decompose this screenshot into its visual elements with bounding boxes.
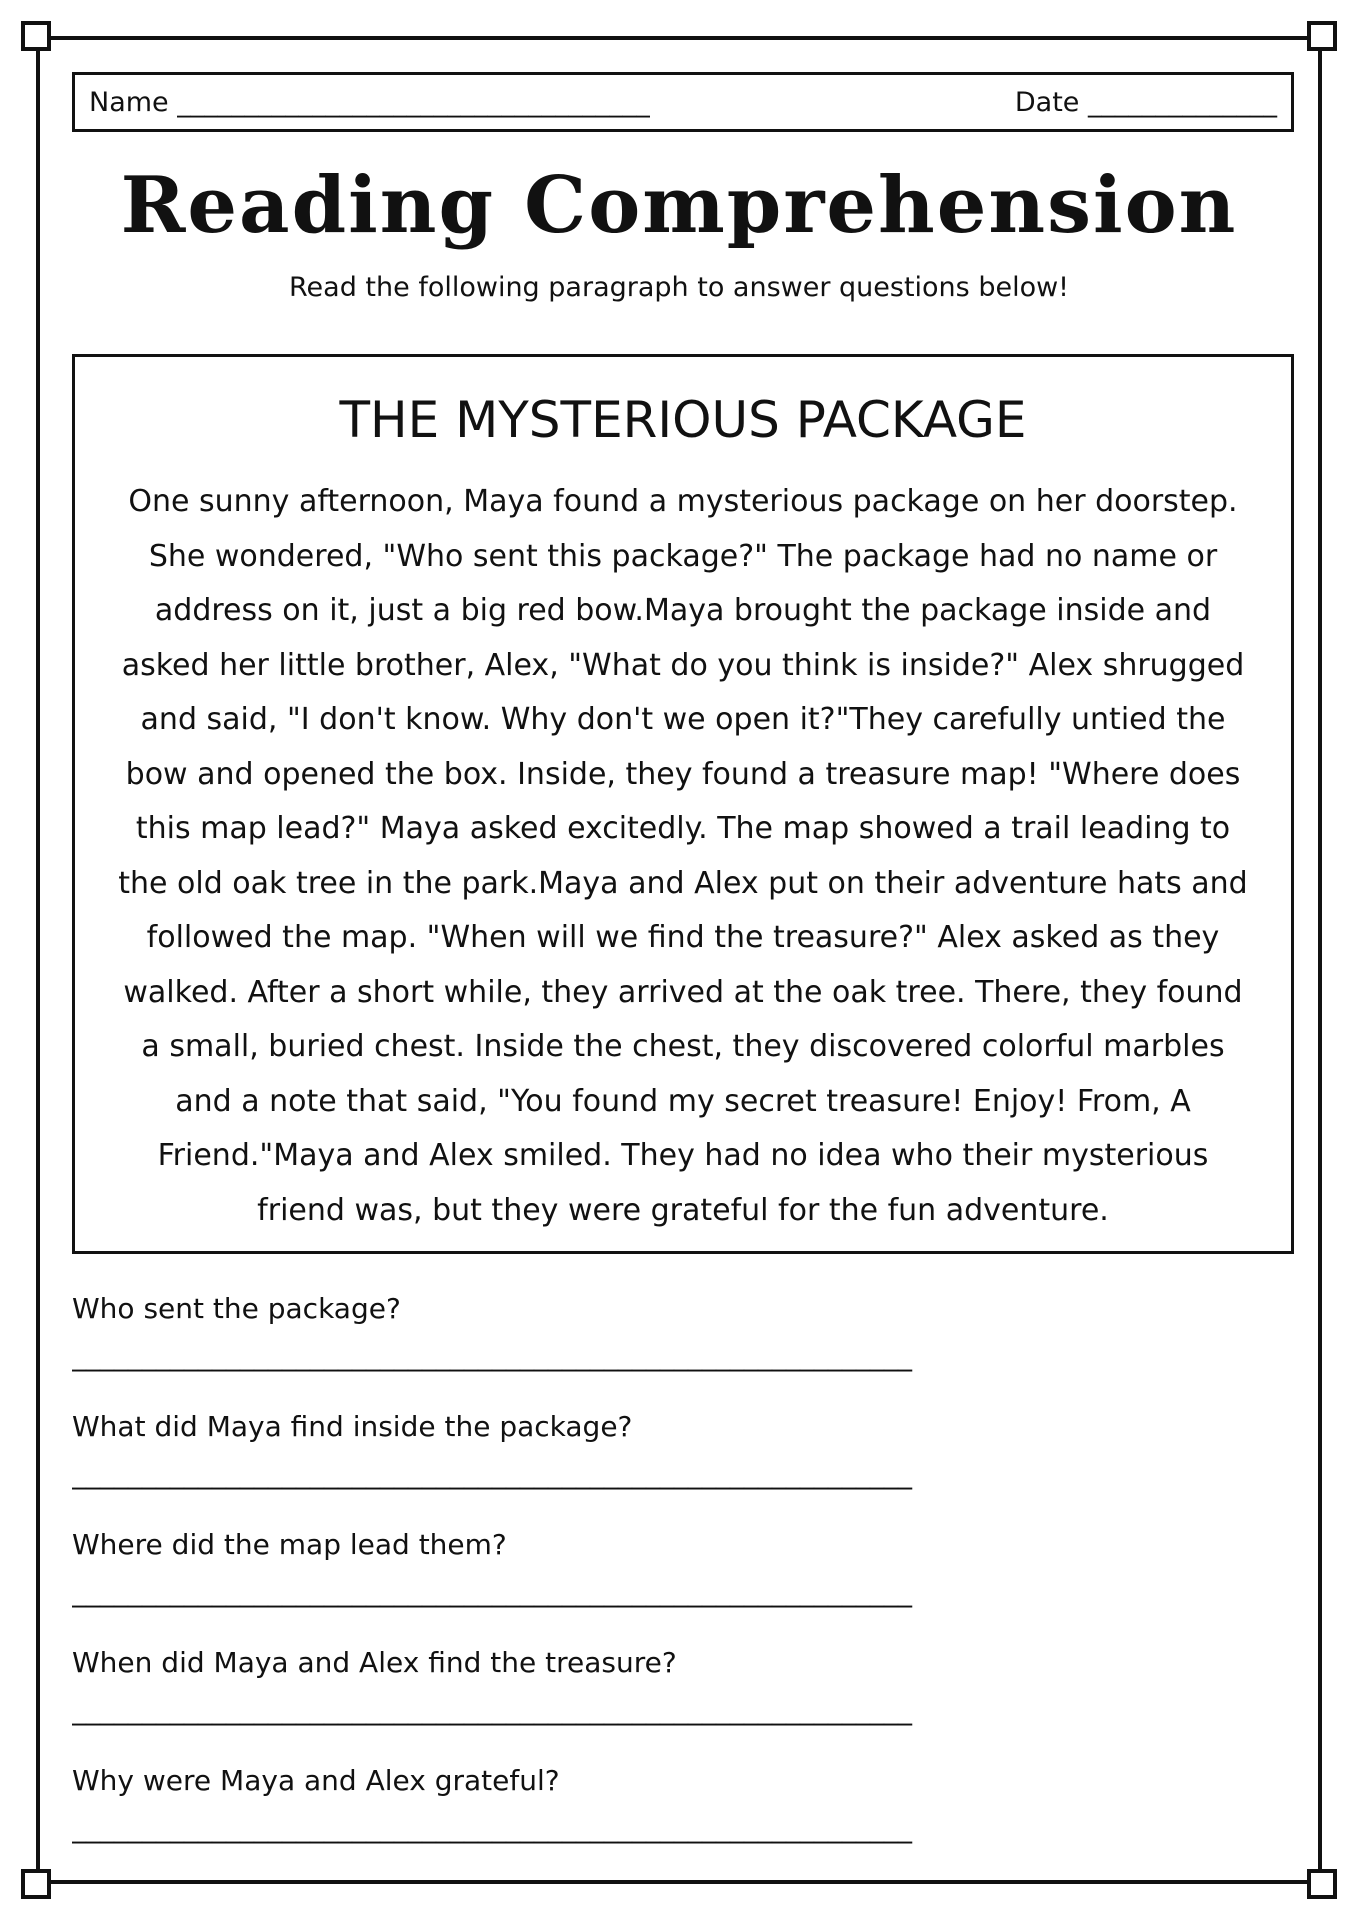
question-item <box>72 1754 1294 1872</box>
answer-line[interactable]: ____________________________________________________________ <box>72 1693 912 1726</box>
date-field[interactable]: Date ______________ <box>1014 86 1277 118</box>
question-text: What did Maya find inside the package? <box>72 1410 633 1443</box>
page-title: Reading Comprehension <box>120 160 1238 251</box>
answer-line[interactable]: ____________________________________________________________ <box>72 1575 912 1608</box>
passage-text: One sunny afternoon, Maya found a mysterious package on her doorstep. She wondered, "Who sent this package?" The package had no name or address on it, just a big red bow.Maya brought the package inside and asked her little brother, Alex, "What do you think is inside?" Alex shrugged and said, "I don't know. Why don't we open it?"They carefully untied the bow and opened the box. Inside, they found a treasure map! "Where does this map lead?" Maya asked excitedly. The map showed a trail leading to the old oak tree in the park.Maya and Alex put on their adventure hats and followed the map. "When will we find the treasure?" Alex asked as they walked. After a short while, they arrived at the oak tree. There, they found a small, buried chest. Inside the chest, they discovered colorful marbles and a note that said, "You found my secret treasure! Enjoy! From, A Friend."Maya and Alex smiled. They had no idea who their mysterious friend was, but they were grateful for the fun adventure. <box>118 484 1248 1228</box>
question-item <box>72 1518 1294 1636</box>
instructions: Read the following paragraph to answer questions below! <box>289 272 1069 303</box>
answer-line[interactable]: ____________________________________________________________ <box>72 1811 912 1844</box>
corner-square <box>21 21 51 51</box>
answer-line[interactable]: ____________________________________________________________ <box>72 1457 912 1490</box>
question-item <box>72 1282 1294 1400</box>
corner-square <box>1307 21 1337 51</box>
question-item <box>72 1636 1294 1754</box>
question-text: Where did the map lead them? <box>72 1528 507 1561</box>
question-text: Why were Maya and Alex grateful? <box>72 1764 560 1797</box>
question-list <box>72 1282 1294 1872</box>
question-item <box>72 1400 1294 1518</box>
passage-title: THE MYSTERIOUS PACKAGE <box>339 391 1027 449</box>
corner-square <box>1307 1869 1337 1899</box>
name-field[interactable]: Name ___________________________________ <box>89 86 650 118</box>
corner-square <box>21 1869 51 1899</box>
name-date-bar <box>72 72 1294 132</box>
question-text: When did Maya and Alex find the treasure? <box>72 1646 677 1679</box>
passage-box <box>72 354 1294 1254</box>
answer-line[interactable]: ____________________________________________________________ <box>72 1339 912 1372</box>
question-text: Who sent the package? <box>72 1292 401 1325</box>
